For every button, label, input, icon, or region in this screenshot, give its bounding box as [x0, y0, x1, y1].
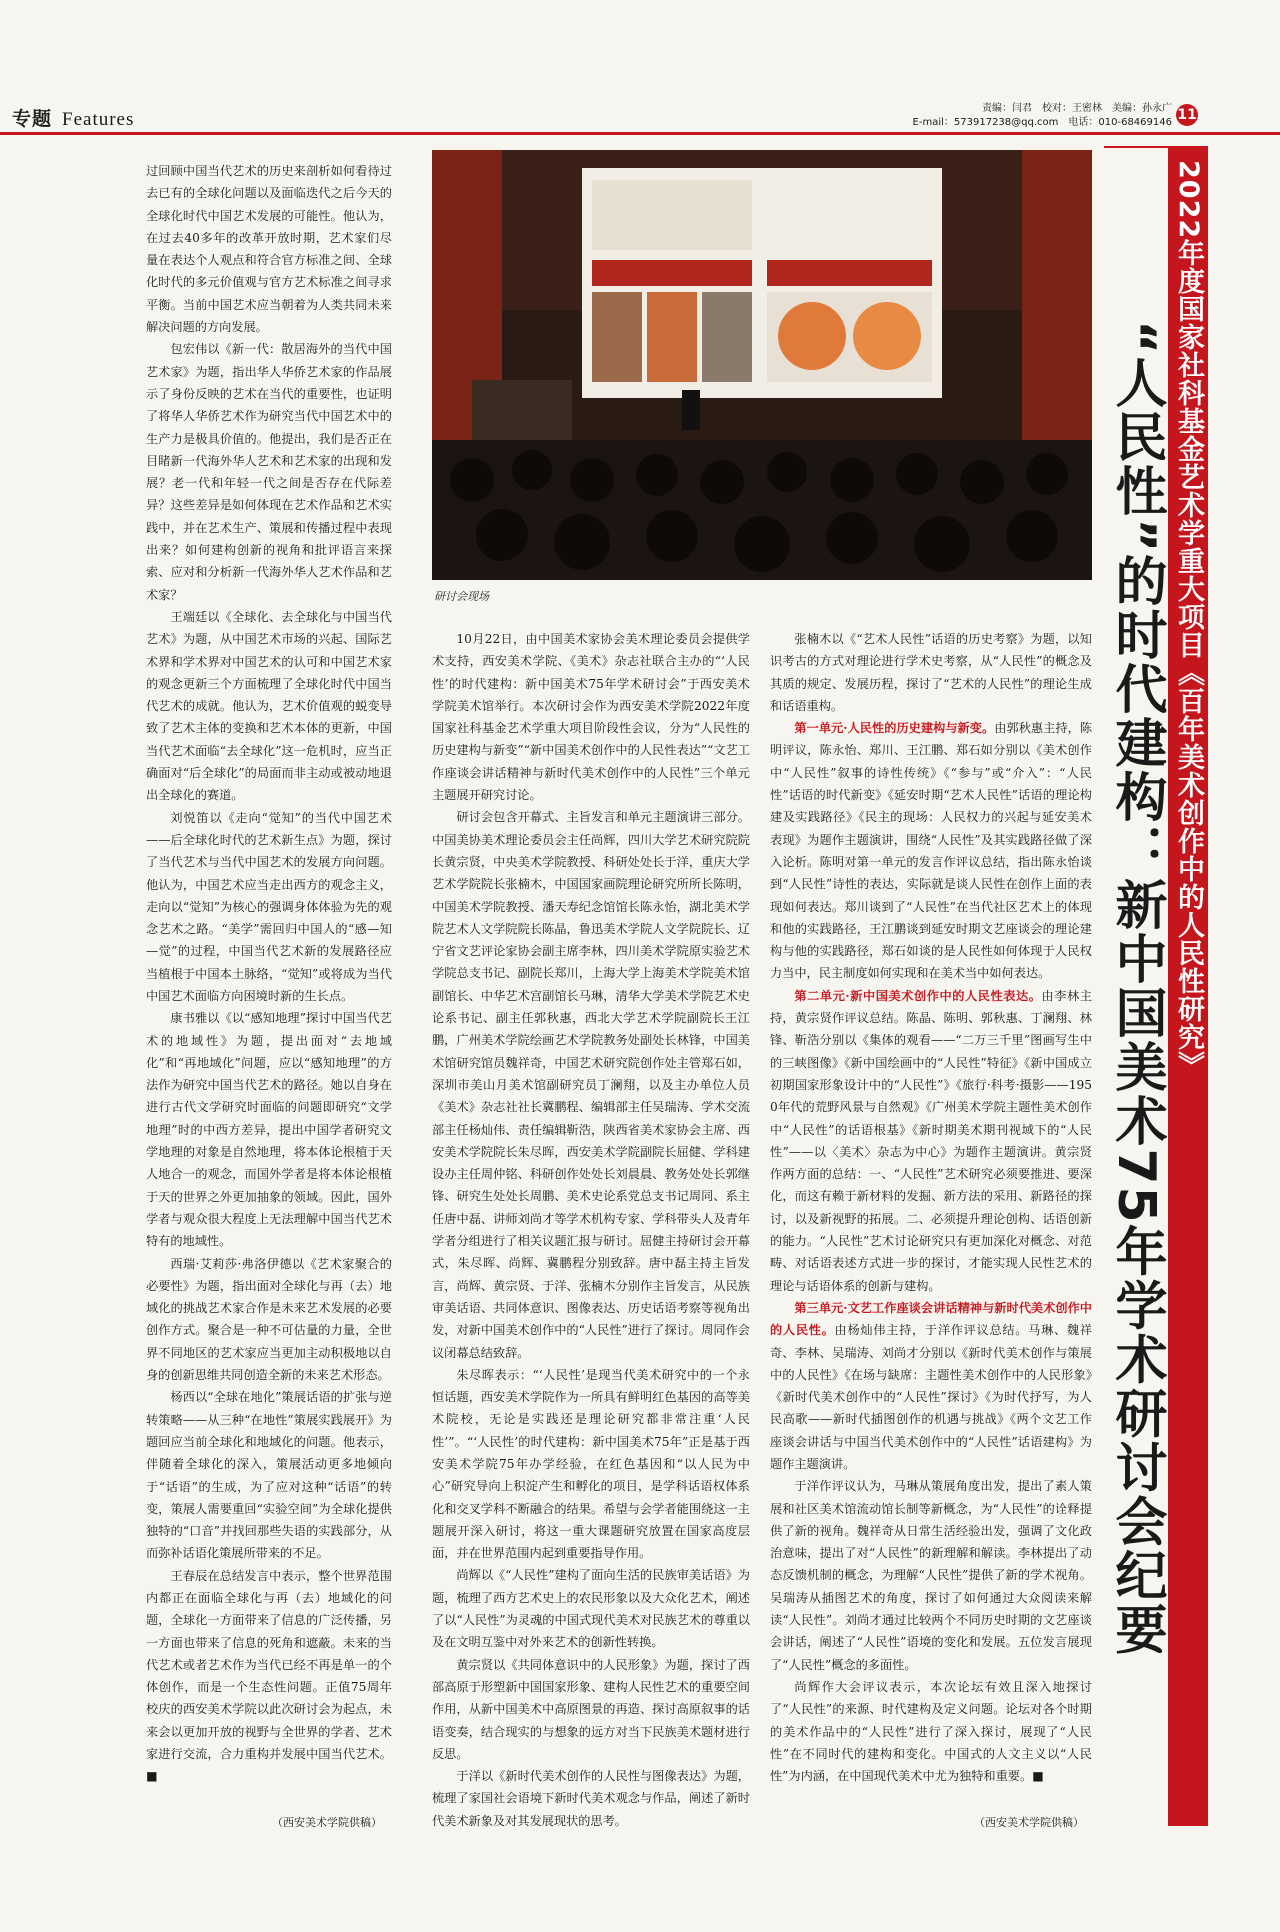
- paragraph: 于洋以《新时代美术创作的人民性与图像表达》为题，梳理了家国社会语境下新时代美术观念与作品，阐述了新时代美术新象及对其发展现状的思考。: [432, 1769, 750, 1828]
- paragraph: 刘悦笛以《走向“觉知”的当代中国艺术——后全球化时代的艺术新生点》为题，探讨了当代艺术与当代中国艺术的发展方向问题。他认为，中国艺术应当走出西方的观念主义，走向以“觉知”为核心的强调身体体验为先的观念艺术之路。“美学”需回归中国人的“感—知—觉”的过程，中国当代艺术新的发展路径应当植根于中国本土脉络，“觉知”或将成为当代中国艺术面临方向困境时新的生长点。: [146, 810, 392, 1003]
- paragraph: 10月22日，由中国美术家协会美术理论委员会提供学术支持，西安美术学院、《美术》杂志社联合主办的“‘人民性’的时代建构：新中国美术75年学术研讨会”于西安美术学院美术馆举行。本次研讨会作为西安美术学院2022年度国家社科基金艺术学重大项目阶段性会议，分为“人民性的历史建构与新变”“新中国美术创作中的人民性表达”“文艺工作座谈会讲话精神与新时代美术创作中的人民性”三个单元主题展开研究讨论。: [432, 632, 750, 803]
- unit-1-text: 由郭秋惠主持，陈明评议，陈永怡、郑川、王江鹏、郑石如分别以《美术创作中“人民性”叙事的诗性传统》《“参与”或“介入”：“人民性”话语的时代新变》《延安时期“艺术人民性”话语的理论构建及实践路径》《民主的现场：人民权力的兴起与延安美术表现》为题作主题演讲，围绕“人民性”及其实践路径做了深入论析。陈明对第一单元的发言作评议总结，指出陈永怡谈到“人民性”诗性的表达，实际就是谈人民性在创作上面的表现如何表达。郑川谈到了“人民性”在当代社区艺术上的体现和他的实践路径，王江鹏谈到延安时期文艺座谈会的理论建构与他的实践路径，郑石如谈的是人民性如何体现于人民权力当中，民主制度如何实现和在美术当中如何表达。: [770, 721, 1093, 981]
- article-source-note: （西安美术学院供稿）: [974, 1816, 1084, 1829]
- paragraph: 朱尽晖表示：“‘人民性’是现当代美术研究中的一个永恒话题，西安美术学院作为一所具有鲜明红色基因的高等美术院校，无论是实践还是理论研究都非常注重‘人民性’”。“‘人民性’的时代建构：新中国美术75年”正是基于西安美术学院75年办学经验，在红色基因和“以人民为中心”研究导向上积淀产生和孵化的项目，是学科话语权体系化和交叉学科不断融合的结果。希望与会学者能围绕这一主题展开深入研讨，将这一重大课题研究放置在国家高度层面，并在世界范围内起到重要指导作用。: [432, 1367, 750, 1561]
- article-title: “人民性”的时代建构：新中国美术75年学术研讨会纪要: [1104, 148, 1168, 1828]
- page-header: [0, 0, 1280, 140]
- article-column-3: [770, 628, 1092, 1808]
- page-number-badge: 11: [1176, 104, 1198, 126]
- paragraph: 包宏伟以《新一代：散居海外的当代中国艺术家》为题，指出华人华侨艺术家的作品展示了身份反映的艺术在当代的重要性，也证明了将华人华侨艺术作为研究当代中国艺术中的生产力是极具价值的。他提出，我们是否正在目睹新一代海外华人艺术和艺术家的出现和发展？老一代和年轻一代之间是否存在代际差异？这些差异是如何体现在艺术作品和艺术实践中，并在艺术生产、策展和传播过程中表现出来？如何建构创新的视角和批评语言来探索、应对和分析新一代海外华人艺术作品和艺术家？: [146, 342, 392, 602]
- article-subtitle: 2022年度国家社科基金艺术学重大项目《百年美术创作中的人民性研究》: [1173, 160, 1204, 1080]
- section-label-en: Features: [62, 109, 135, 130]
- unit-2-heading: 第二单元·新中国美术创作中的人民性表达。: [794, 988, 1042, 1003]
- seminar-photo-illustration: [432, 150, 1092, 580]
- photo-caption: 研讨会现场: [434, 590, 489, 603]
- paragraph: 康书雅以《以“感知地理”探讨中国当代艺术的地域性》为题，提出面对“去地域化”和“再地域化”问题，应以“感知地理”的方法作为研究中国当代艺术的路径。她以自身在进行古代文学研究时面临的问题即研究“文学地理”时的中西方差异，提出中国学者研究文学地理的对象是自然地理，将本体论根植于天人地合一的观念，而国外学者是将本体论根植于天的世界之外更加抽象的领域。因此，国外学者与观众很大程度上无法理解中国当代艺术特有的地域性。: [146, 1011, 392, 1249]
- paragraph: 黄宗贤以《共同体意识中的人民形象》为题，探讨了西部高原于形塑新中国国家形象、建构人民性艺术的重要空间作用，从新中国美术中高原图景的再造、探讨高原叙事的话语变奏，结合现实的与想象的远方对当下民族美术题材进行反思。: [432, 1657, 750, 1761]
- section-label: [12, 104, 134, 131]
- unit-3-text: 由杨灿伟主持，于洋作评议总结。马琳、魏祥奇、李林、吴瑞涛、刘尚才分别以《新时代美术创作与策展中的人民性》《在场与缺席：主题性美术创作中的人民形象》《新时代美术创作中的“人民性”探讨》《为时代抒写，为人民高歌——新时代插图创作的机遇与挑战》《两个文艺工作座谈会讲话与中国当代美术创作中的“人民性”话语建构》为题作主题演讲。: [770, 1323, 1093, 1471]
- paragraph: 过回顾中国当代艺术的历史来剖析如何看待过去已有的全球化问题以及面临迭代之后今天的全球化时代中国艺术发展的可能性。他认为，在过去40多年的改革开放时期，艺术家们尽量在表达个人观点和符合官方标准之间、全球化时代的多元价值观与官方艺术标准之间寻求平衡。当前中国艺术应当朝着为人类共同未来解决问题的方向发展。: [146, 164, 392, 335]
- paragraph: 杨西以“全球在地化”策展话语的扩张与逆转策略——从三种“在地性”策展实践展开》为题回应当前全球化和地域化的问题。他表示，伴随着全球化的深入，策展活动更多地倾向于“话语”的生成，为了应对这种“话语”的转变，策展人需要重回“实验空间”为全球化提供独特的“口音”并找回那些失语的实践部分，从而弥补话语化策展所带来的不足。: [146, 1390, 392, 1561]
- unit-3-heading: 第三单元·文艺工作座谈会讲话精神与新时代美术创作中的人民性。: [770, 1300, 1092, 1338]
- paragraph: 王春辰在总结发言中表示，整个世界范围内都正在面临全球化与再（去）地域化的问题，全球化一方面带来了信息的广泛传播，另一方面也带来了信息的死角和遮蔽。未来的当代艺术或者艺术作为当代已经不再是单一的个体创作，而是一个生态性问题。正值75周年校庆的西安美术学院以此次研讨会为起点，未来会以更加开放的视野与全世界的学者、艺术家进行交流，合力重构并发展中国当代艺术。■: [146, 1568, 392, 1784]
- paragraph: 张楠木以《“艺术人民性”话语的历史考察》为题，以知识考古的方式对理论进行学术史考察，从“人民性”的概念及其质的规定、发展历程，探讨了“艺术的人民性”的理论生成和话语重构。: [770, 632, 1092, 713]
- paragraph: 尚辉以《“人民性”建构了面向生活的民族审美话语》为题，梳理了西方艺术史上的农民形象以及大众化艺术，阐述了以“人民性”为灵魂的中国式现代美术对民族艺术的尊重以及在文明互鉴中对外来艺术的创新性转换。: [432, 1568, 750, 1650]
- section-label-zh: 专题: [12, 108, 53, 130]
- seminar-photo: [432, 150, 1092, 580]
- editor-credits: [912, 102, 1172, 130]
- unit-2-text: 由李林主持，黄宗贤作评议总结。陈晶、陈明、郭秋惠、丁澜翔、林锋、靳浩分别以《集体的观看——“二万三千里”图画写生中的三峡图像》《新中国绘画中的“人民性”特征》《新中国成立初期国家形象设计中的“人民性”》《旅行·科考·摄影——1950年代的荒野风景与自然观》《广州美术学院主题性美术创作中“人民性”的话语根基》《新时期美术期刊视域下的“人民性”——以〈美术〉杂志为中心》为题作主题演讲。黄宗贤作两方面的总结：一、“人民性”艺术研究必须要推进、要深化，而这有赖于新材料的发掘、新方法的采用、新路径的探讨，以及新视野的拓展。二、必须提升理论创构、话语创新的能力。“人民性”艺术讨论研究只有更加深化对概念、对范畴、对话语表述方式进一步的探讨，才能实现人民性艺术的理论与话语体系的创新与建构。: [770, 988, 1092, 1293]
- paragraph: 尚辉作大会评议表示，本次论坛有效且深入地探讨了“人民性”的来源、时代建构及定义问题。论坛对各个时期的美术作品中的“人民性”进行了深入探讨，展现了“人民性”在不同时代的建构和变化。中国式的人文主义以“人民性”为内涵，在中国现代美术中尤为独特和重要。■: [770, 1679, 1092, 1784]
- paragraph: 于洋作评议认为，马琳从策展角度出发，提出了素人策展和社区美术馆流动馆长制等新概念，为“人民性”的诠释提供了新的视角。魏祥奇从日常生活经验出发，强调了文化政治意味，提出了对“人民性”的新理解和解读。李林提出了动态反馈机制的概念，为理解“人民性”提供了新的学术视角。吴瑞涛从插图艺术的角度，探讨了如何通过大众阅读来解读“人民性”。刘尚才通过比较两个不同历史时期的文艺座谈会讲话，阐述了“人民性”语境的变化和发展。五位发言展现了“人民性”概念的多面性。: [770, 1479, 1092, 1672]
- unit-1-paragraph: [770, 717, 1092, 985]
- article-column-2: [432, 628, 750, 1828]
- paragraph: 研讨会包含开幕式、主旨发言和单元主题演讲三部分。中国美协美术理论委员会主任尚辉，四川大学艺术研究院院长黄宗贤，中央美术学院教授、科研处处长于洋，重庆大学艺术学院院长张楠木，中国国家画院理论研究所所长陈明，中国美术学院教授、潘天寿纪念馆馆长陈永怡，湖北美术学院艺术人文学院院长陈晶，鲁迅美术学院人文学院院长、辽宁省文艺评论家协会副主席李林，四川美术学院原实验艺术学院总支书记、副院长郑川，上海大学上海美术学院美术馆副馆长、中华艺术宫副馆长马琳，清华大学美术学院艺术史论系书记、副主任郭秋惠，西北大学艺术学院副院长王江鹏，广州美术学院绘画艺术学院教务处副处长林锋，中国美术馆研究馆员魏祥奇，中国艺术研究院创作处主管郑石如，深圳市美山月美术馆副研究员丁澜翔，以及主办单位人员《美术》杂志社社长冀鹏程、编辑部主任吴瑞涛、学术交流部主任杨灿伟、责任编辑靳浩，陕西省美术家协会主席、西安美术学院院长朱尽晖，西安美术学院副院长屈健、学科建设办主任周仲铭、科研创作处处长刘晨晨、教务处处长郭继锋、研究生处处长周鹏、美术史论系党总支书记周同、系主任唐中磊、讲师刘尚才等学术机构专家、学科带头人及青年学者分组进行了相关议题汇报与研讨。屈健主持研讨会开幕式，朱尽晖、尚辉、冀鹏程分别致辞。唐中磊主持主旨发言，尚辉、黄宗贤、于洋、张楠木分别作主旨发言，从民族审美话语、共同体意识、图像表达、历史话语考察等视角出发，对新中国美术创作中的“人民性”进行了探讨。周同作会议闭幕总结致辞。: [432, 810, 750, 1360]
- article-source-note: （西安美术学院供稿）: [272, 1816, 382, 1829]
- paragraph: 王端廷以《全球化、去全球化与中国当代艺术》为题，从中国艺术市场的兴起、国际艺术界和学术界对中国艺术的认可和中国艺术家的观念更新三个方面梳理了全球化时代中国当代艺术的成就。他认为，艺术价值观的蜕变导致了艺术主体的变换和艺术本体的更新，中国当代艺术面临“去全球化”这一危机时，应当正确面对“后全球化”的局面而非主动或被动地退出全球化的赛道。: [146, 609, 392, 803]
- unit-2-paragraph: [770, 985, 1092, 1297]
- header-rule: [0, 132, 1280, 135]
- article-column-1: [146, 160, 392, 1800]
- credits-line-2: E-mail：573917238@qq.com 电话：010-68469146: [912, 117, 1172, 128]
- unit-3-paragraph: [770, 1297, 1092, 1475]
- paragraph: 西瑞·艾莉莎·弗洛伊德以《艺术家聚合的必要性》为题，指出面对全球化与再（去）地域化的挑战艺术家合作是未来艺术发展的必要创作方式。聚合是一种不可估量的力量，全世界不同地区的艺术家应当更加主动积极地以自身的创新思维共同创造全新的未来艺术形态。: [146, 1256, 392, 1383]
- credits-line-1: 责编：闫君 校对：王密林 美编：孙永广: [982, 103, 1172, 114]
- unit-1-heading: 第一单元·人民性的历史建构与新变。: [794, 721, 995, 736]
